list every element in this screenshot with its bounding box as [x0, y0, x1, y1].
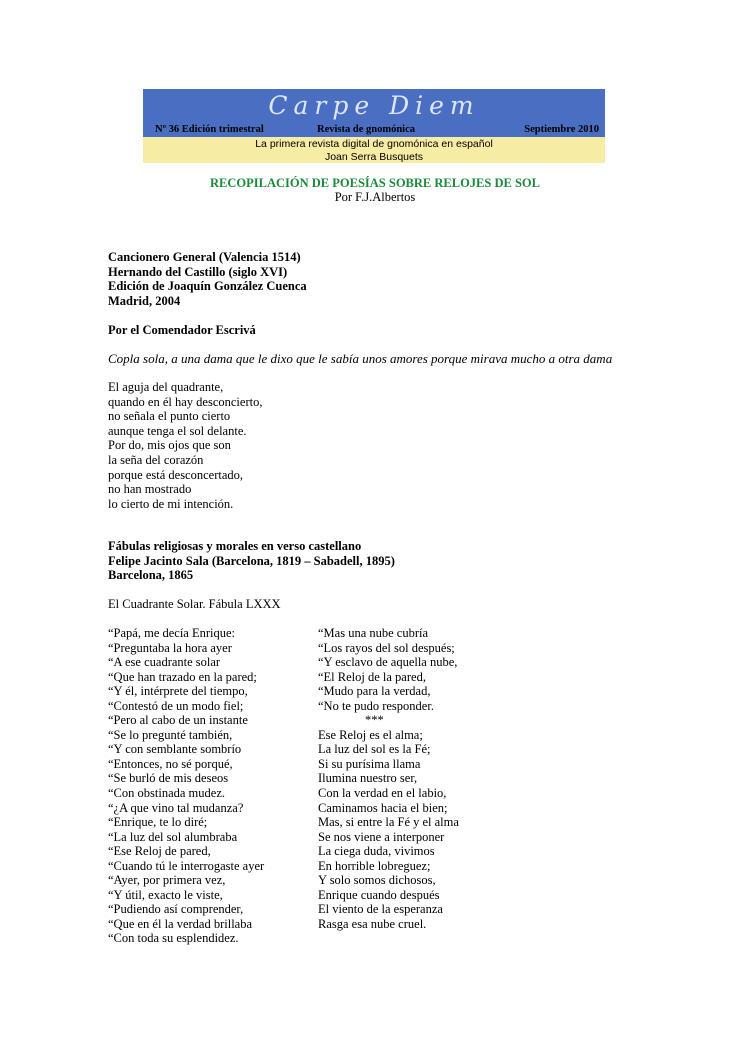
citation-line: Madrid, 2004 — [108, 293, 181, 308]
poem-line: Se nos viene a interponer — [318, 829, 445, 844]
masthead-strip — [143, 137, 605, 163]
poem-line: “Se burló de mis deseos — [108, 771, 229, 786]
poem-line: no señala el punto cierto — [108, 409, 231, 424]
poem-line: Ese Reloj es el alma; — [318, 727, 423, 742]
issue-date: Septiembre 2010 — [524, 124, 599, 135]
poem-line: Mas, si entre la Fé y el alma — [318, 815, 459, 830]
poem-line: “Cuando tú le interrogaste ayer — [108, 858, 265, 873]
citation-line: Hernando del Castillo (siglo XVI) — [108, 264, 288, 279]
poem-line: “Con obstinada mudez. — [108, 786, 225, 801]
source2-citation — [108, 539, 395, 583]
poem-line: Caminamos hacia el bien; — [318, 800, 448, 815]
poem-line: porque está desconcertado, — [108, 467, 244, 482]
poem-line: En horrible lobreguez; — [318, 858, 431, 873]
issue-number: Nº 36 Edición trimestral — [155, 124, 264, 135]
citation-line: Barcelona, 1865 — [108, 568, 194, 583]
poem-line: La luz del sol es la Fé; — [318, 742, 431, 757]
poem-line: “Con toda su esplendidez. — [108, 931, 239, 946]
poem-line: quando en él hay desconcierto, — [108, 394, 263, 409]
poem-line: Y solo somos dichosos, — [318, 873, 436, 888]
tagline: La primera revista digital de gnomónica en español — [255, 138, 493, 150]
poem-line: La ciega duda, vivimos — [318, 844, 435, 859]
editor-name: Joan Serra Busquets — [324, 150, 424, 163]
poem-line: lo cierto de mi intención. — [108, 496, 234, 511]
poem-line: “A ese cuadrante solar — [108, 655, 221, 670]
poem-line: Enrique cuando después — [318, 887, 440, 902]
poem-line: El viento de la esperanza — [318, 902, 443, 917]
poem-line: Rasga esa nube cruel. — [318, 916, 427, 931]
poem-line: “Y con semblante sombrío — [108, 742, 242, 757]
poem-line: “Pero al cabo de un instante — [108, 713, 248, 728]
poem-line: “Que en él la verdad brillaba — [108, 916, 253, 931]
poem-line: Por do, mis ojos que son — [108, 438, 231, 453]
source1-citation — [108, 250, 307, 308]
article-title: RECOPILACIÓN DE POESÍAS SOBRE RELOJES DE SOL — [210, 176, 540, 190]
poem-line: “Se lo pregunté también, — [108, 727, 233, 742]
poem-line: Si su purísima llama — [318, 756, 421, 771]
poem-line: la seña del corazón — [108, 452, 204, 467]
poem-left-column — [108, 626, 264, 946]
poem-line: “Ayer, por primera vez, — [108, 873, 226, 888]
article-author: Por F.J.Albertos — [334, 190, 416, 204]
poem-line: “Y esclavo de aquella nube, — [318, 655, 458, 670]
poem-line: “Que han trazado en la pared; — [108, 669, 257, 684]
poem-line: “Papá, me decía Enrique: — [108, 626, 236, 640]
source1-intro — [108, 352, 612, 367]
poem-line: El aguja del quadrante, — [108, 380, 224, 394]
poem-line: “La luz del sol alumbraba — [108, 829, 238, 844]
poem-right-column — [318, 626, 459, 931]
citation-line: Edición de Joaquín González Cuenca — [108, 279, 307, 294]
poem-line: “Enrique, te lo diré; — [108, 815, 208, 830]
citation-line: Cancionero General (Valencia 1514) — [108, 250, 301, 264]
poem-intro: Copla sola, a una dama que le dixo que le sabía unos amores porque mirava mucho a otra dama — [108, 351, 613, 366]
poem-line: “Preguntaba la hora ayer — [108, 640, 232, 655]
poem-line: Ilumina nuestro ser, — [318, 771, 418, 786]
poem-line: “Entonces, no sé porqué, — [108, 756, 233, 771]
poem-line: “Contestó de un modo fiel; — [108, 698, 244, 713]
source1-author — [108, 323, 256, 338]
masthead-meta — [155, 124, 601, 137]
source2-poem-title — [108, 597, 281, 612]
masthead-band — [143, 89, 605, 137]
poem-line: no han mostrado — [108, 482, 192, 497]
poem-line: “Mudo para la verdad, — [318, 684, 431, 699]
poem-line: aunque tenga el sol delante. — [108, 423, 247, 438]
poem-line: “Mas una nube cubría — [318, 626, 429, 640]
poem-author: Por el Comendador Escrivá — [108, 323, 256, 337]
poem-line: Con la verdad en el labio, — [318, 786, 447, 801]
masthead — [143, 89, 605, 163]
poem-line: “Los rayos del sol después; — [318, 640, 455, 655]
stanza-separator: *** — [365, 713, 384, 728]
citation-line: Fábulas religiosas y morales en verso castellano — [108, 539, 362, 553]
poem-line: “Ese Reloj de pared, — [108, 844, 211, 859]
poem-line: “Y él, intérprete del tiempo, — [108, 684, 248, 699]
poem-line: “Pudiendo así comprender, — [108, 902, 244, 917]
magazine-subtitle: Revista de gnomónica — [317, 124, 415, 135]
magazine-title: Carpe Diem — [268, 91, 480, 120]
poem-line: “Y útil, exacto le viste, — [108, 887, 223, 902]
source1-poem — [108, 380, 262, 511]
poem-title: El Cuadrante Solar. Fábula LXXX — [108, 597, 281, 611]
citation-line: Felipe Jacinto Sala (Barcelona, 1819 – Sabadell, 1895) — [108, 553, 395, 568]
poem-line: “¿A que vino tal mudanza? — [108, 800, 244, 815]
poem-line: “El Reloj de la pared, — [318, 669, 426, 684]
poem-line: “No te pudo responder. — [318, 698, 434, 713]
